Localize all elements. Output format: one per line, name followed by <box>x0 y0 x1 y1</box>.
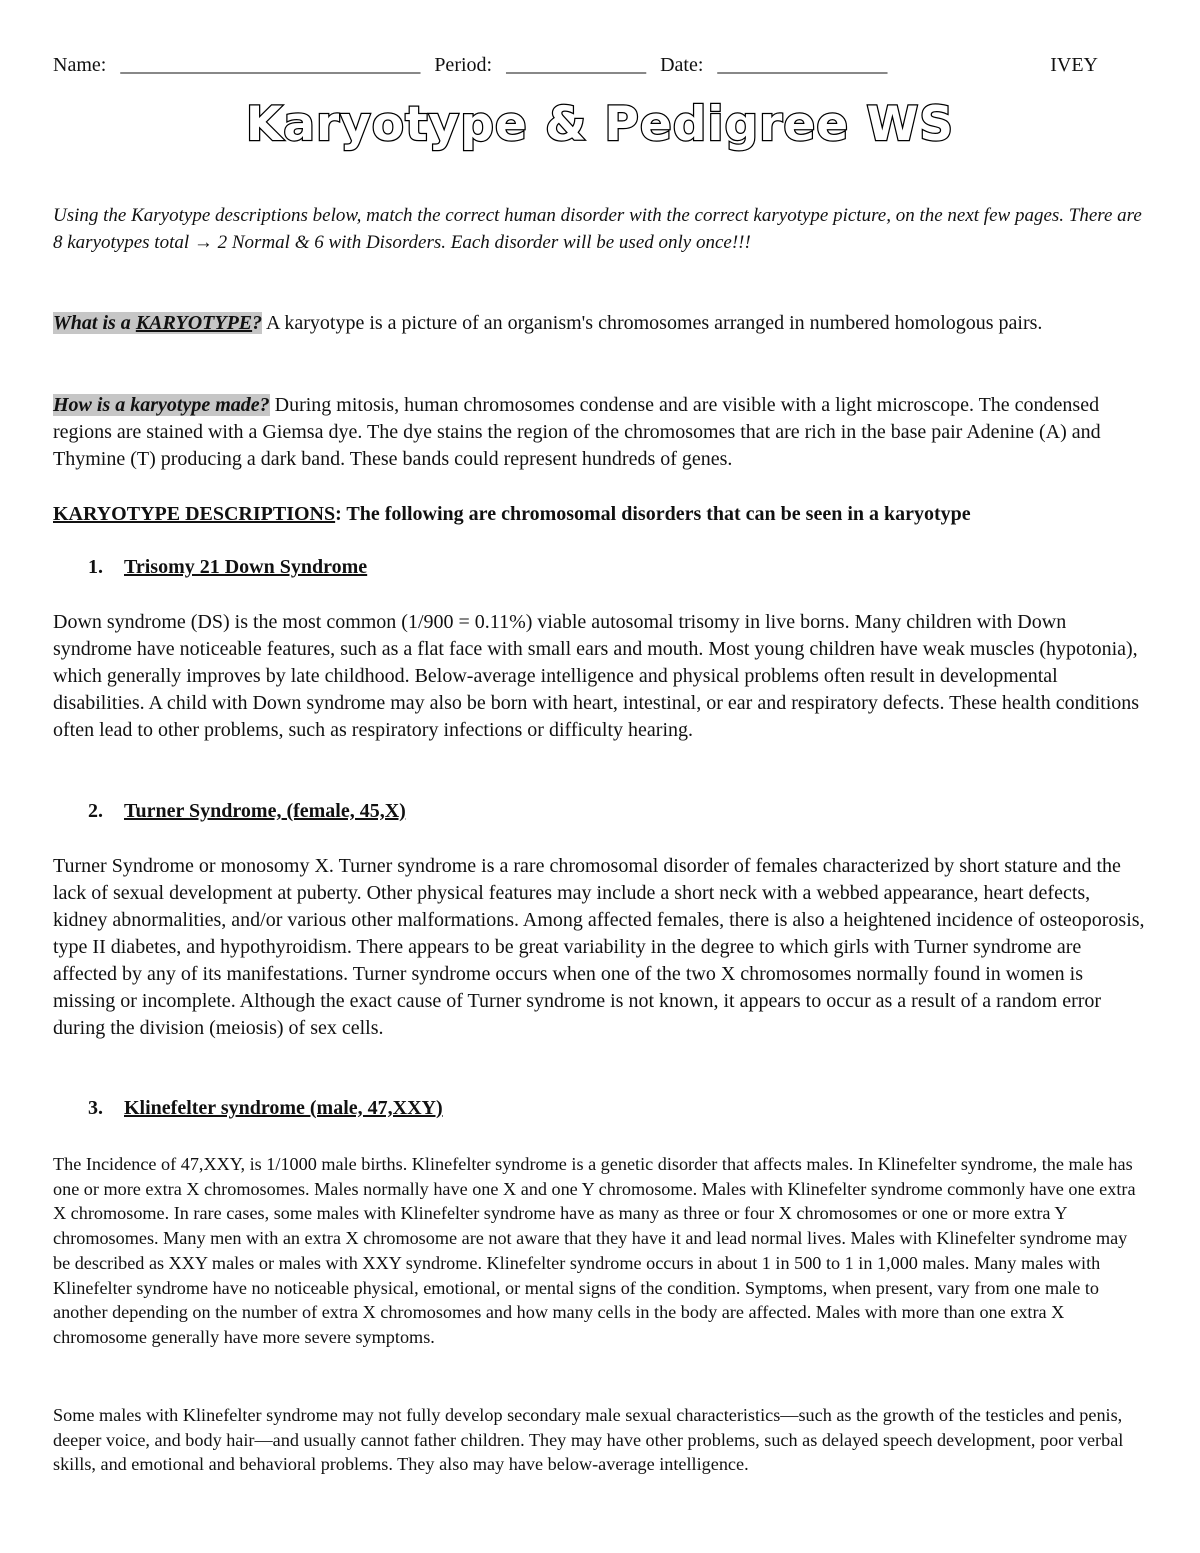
disorder-3-description: The Incidence of 47,XXY, is 1/1000 male births. Klinefelter syndrome is a genetic disorder that affects males. In Klinefelter syndrome, the male has one or more extra X chromosomes. Males normally have one X and one Y chromosome. Males with Klinefelter syndrome commonly have one extra X chromosome. In rare cases, some males with Klinefelter syndrome have as many as three or four X chromosomes or one or more extra Y chromosomes. Many men with an extra X chromosome are not aware that they have it and lead normal lives. Males with Klinefelter syndrome may be described as XXY males or males with XXY syndrome. Klinefelter syndrome occurs in about 1 in 500 to 1 in 1,000 males. Many males with Klinefelter syndrome have no noticeable physical, emotional, or mental signs of the condition. Symptoms, when present, vary from one male to another depending on the number of extra X chromosomes and how many cells in the body are affected. Males with more than one extra X chromosome generally have more severe symptoms. <box>53 1154 1136 1347</box>
instructions: Using the Karyotype descriptions below, match the correct human disorder with the correct karyotype picture, on the next few pages. There are 8 karyotypes total → 2 Normal & 6 with Disorders. Each disorder will be used only once!!! <box>53 205 1142 253</box>
disorder-3-description-continued: Some males with Klinefelter syndrome may not fully develop secondary male sexual characteristics—such as the growth of the testicles and penis, deeper voice, and body hair—and usually cannot father children. They may have other problems, such as delayed speech development, poor verbal skills, and emotional and behavioral problems. They also may have below-average intelligence. <box>53 1405 1124 1475</box>
how-karyotype-made <box>53 392 1148 473</box>
date-blank: _________________ <box>717 54 888 76</box>
page-title: Karyotype & Pedigree WS <box>245 97 955 152</box>
descriptions-text: The following are chromosomal disorders that can be seen in a karyotype <box>341 503 971 525</box>
how-question: How is a karyotype made? <box>53 394 270 416</box>
disorder-title: Turner Syndrome, (female, 45,X) <box>124 800 406 822</box>
date-label: Date: <box>660 54 704 76</box>
disorder-heading-1 <box>88 556 367 579</box>
disorder-number: 2. <box>88 800 103 822</box>
teacher-name: IVEY <box>1050 54 1098 76</box>
disorder-number: 3. <box>88 1097 103 1119</box>
disorder-heading-3 <box>88 1097 443 1120</box>
disorder-1-description: Down syndrome (DS) is the most common (1/900 = 0.11%) viable autosomal trisomy in live borns. Many children with Down syndrome have noticeable features, such as a flat face with small ears and mouth. Most young children have weak muscles (hypotonia), which generally improves by late childhood. Below-average intelligence and physical problems often result in developmental disabilities. A child with Down syndrome may also be born with heart, intestinal, or ear and respiratory defects. These health conditions often lead to other problems, such as respiratory infections or difficulty hearing. <box>53 611 1140 741</box>
period-label: Period: <box>434 54 493 76</box>
how-answer: During mitosis, human chromosomes condense and are visible with a light microscope. The condensed regions are stained with a Giemsa dye. The dye stains the region of the chromosomes that are rich in the base pair Adenine (A) and Thymine (T) producing a dark band. These bands could represent hundreds of genes. <box>53 394 1101 470</box>
what-answer: A karyotype is a picture of an organism's chromosomes arranged in numbered homologous pairs. <box>262 312 1043 334</box>
karyotype-term: KARYOTYPE <box>135 312 253 334</box>
student-info-header <box>53 54 1098 77</box>
karyotype-descriptions-heading: KARYOTYPE DESCRIPTIONS: The following are chromosomal disorders that can be seen in a karyotype <box>53 503 971 525</box>
name-blank: ______________________________ <box>120 54 421 76</box>
disorder-2-description: Turner Syndrome or monosomy X. Turner syndrome is a rare chromosomal disorder of females characterized by short stature and the lack of sexual development at puberty. Other physical features may include a short neck with a webbed appearance, heart defects, kidney abnormalities, and/or various other malformations. Among affected females, there is also a heightened incidence of osteoporosis, type II diabetes, and hypothyroidism. There appears to be great variability in the degree to which girls with Turner syndrome are affected by any of its manifestations. Turner syndrome occurs when one of the two X chromosomes normally found in women is missing or incomplete. Although the exact cause of Turner syndrome is not known, it appears to occur as a result of a random error during the division (meiosis) of sex cells. <box>53 855 1145 1039</box>
disorder-title: Trisomy 21 Down Syndrome <box>124 556 368 578</box>
name-label: Name: <box>53 54 107 76</box>
disorder-heading-2 <box>88 800 406 823</box>
what-is-karyotype <box>53 310 1148 337</box>
disorder-title: Klinefelter syndrome (male, 47,XXY) <box>124 1097 443 1119</box>
what-question: What is a KARYOTYPE? <box>53 312 263 334</box>
disorder-number: 1. <box>88 556 103 578</box>
period-blank: ______________ <box>506 54 647 76</box>
descriptions-label: KARYOTYPE DESCRIPTIONS <box>53 503 336 525</box>
